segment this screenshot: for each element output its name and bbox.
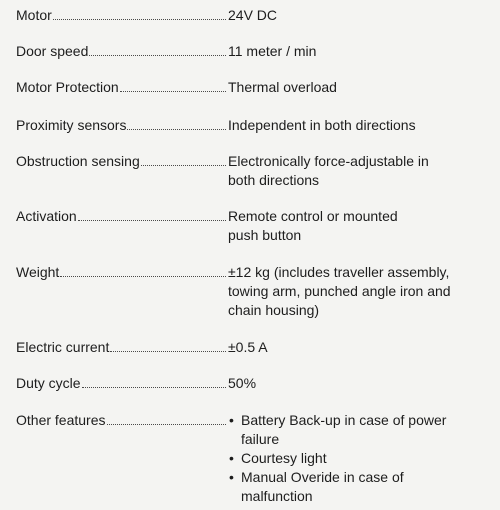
spec-label: Door speed — [16, 43, 89, 59]
spec-label: Obstruction sensing — [16, 153, 140, 169]
spec-value — [226, 42, 486, 61]
bullet-icon: • — [229, 469, 234, 485]
list-item — [228, 411, 486, 449]
spec-value-line: push button — [228, 227, 302, 243]
spec-value — [226, 6, 486, 25]
feature-line: Courtesy light — [241, 450, 327, 466]
spec-value — [226, 152, 486, 190]
spec-label: Weight — [16, 264, 60, 280]
dotted-leader — [127, 128, 226, 130]
spec-label: Proximity sensors — [16, 117, 127, 133]
dotted-leader — [110, 350, 226, 352]
dotted-leader — [141, 164, 226, 166]
spec-value-line: ±12 kg (includes traveller assembly, — [228, 264, 450, 280]
dotted-leader — [60, 275, 226, 277]
features-list — [228, 411, 486, 506]
dotted-leader — [78, 219, 226, 221]
dotted-leader — [89, 54, 226, 56]
list-item — [228, 449, 486, 468]
feature-line: Battery Back-up in case of power — [241, 412, 447, 428]
list-item — [228, 468, 486, 506]
spec-row-motor-protection — [16, 78, 486, 97]
feature-line: failure — [241, 431, 280, 447]
dotted-leader — [82, 386, 226, 388]
spec-row-duty-cycle — [16, 374, 486, 393]
dotted-leader — [120, 90, 226, 92]
spec-label: Electric current — [16, 339, 110, 355]
spec-value-line: ±0.5 A — [228, 339, 268, 355]
bullet-icon: • — [229, 450, 234, 466]
spec-value — [226, 207, 486, 245]
spec-value-line: towing arm, punched angle iron and — [228, 283, 451, 299]
spec-label: Duty cycle — [16, 375, 81, 391]
spec-row-obstruction-sensing — [16, 152, 486, 190]
spec-row-activation — [16, 207, 486, 245]
spec-label: Motor Protection — [16, 79, 119, 95]
spec-value — [226, 78, 486, 97]
spec-label: Other features — [16, 412, 106, 428]
dotted-leader — [107, 423, 227, 425]
spec-value-line: chain housing) — [228, 302, 320, 318]
spec-value-line: Thermal overload — [228, 79, 337, 95]
spec-label: Activation — [16, 208, 77, 224]
feature-line: Manual Overide in case of — [241, 469, 404, 485]
spec-row-electric-current — [16, 338, 486, 357]
spec-row-door-speed — [16, 42, 486, 61]
bullet-icon: • — [229, 412, 234, 428]
spec-value — [226, 338, 486, 357]
dotted-leader — [53, 18, 226, 20]
spec-value-line: 50% — [228, 375, 257, 391]
spec-row-weight — [16, 263, 486, 320]
spec-value-line: 11 meter / min — [228, 43, 317, 59]
spec-value — [226, 116, 486, 135]
spec-value-line: Independent in both directions — [228, 117, 416, 133]
spec-value — [226, 263, 486, 320]
spec-value-line: 24V DC — [228, 7, 278, 23]
spec-value-line: Electronically force-adjustable in — [228, 153, 429, 169]
spec-value — [226, 411, 486, 506]
spec-row-proximity-sensors — [16, 116, 486, 135]
spec-value — [226, 374, 486, 393]
spec-row-other-features — [16, 411, 486, 506]
spec-label: Motor — [16, 7, 52, 23]
feature-line: malfunction — [241, 488, 313, 504]
spec-value-line: both directions — [228, 172, 320, 188]
spec-value-line: Remote control or mounted — [228, 208, 398, 224]
spec-row-motor — [16, 6, 486, 25]
